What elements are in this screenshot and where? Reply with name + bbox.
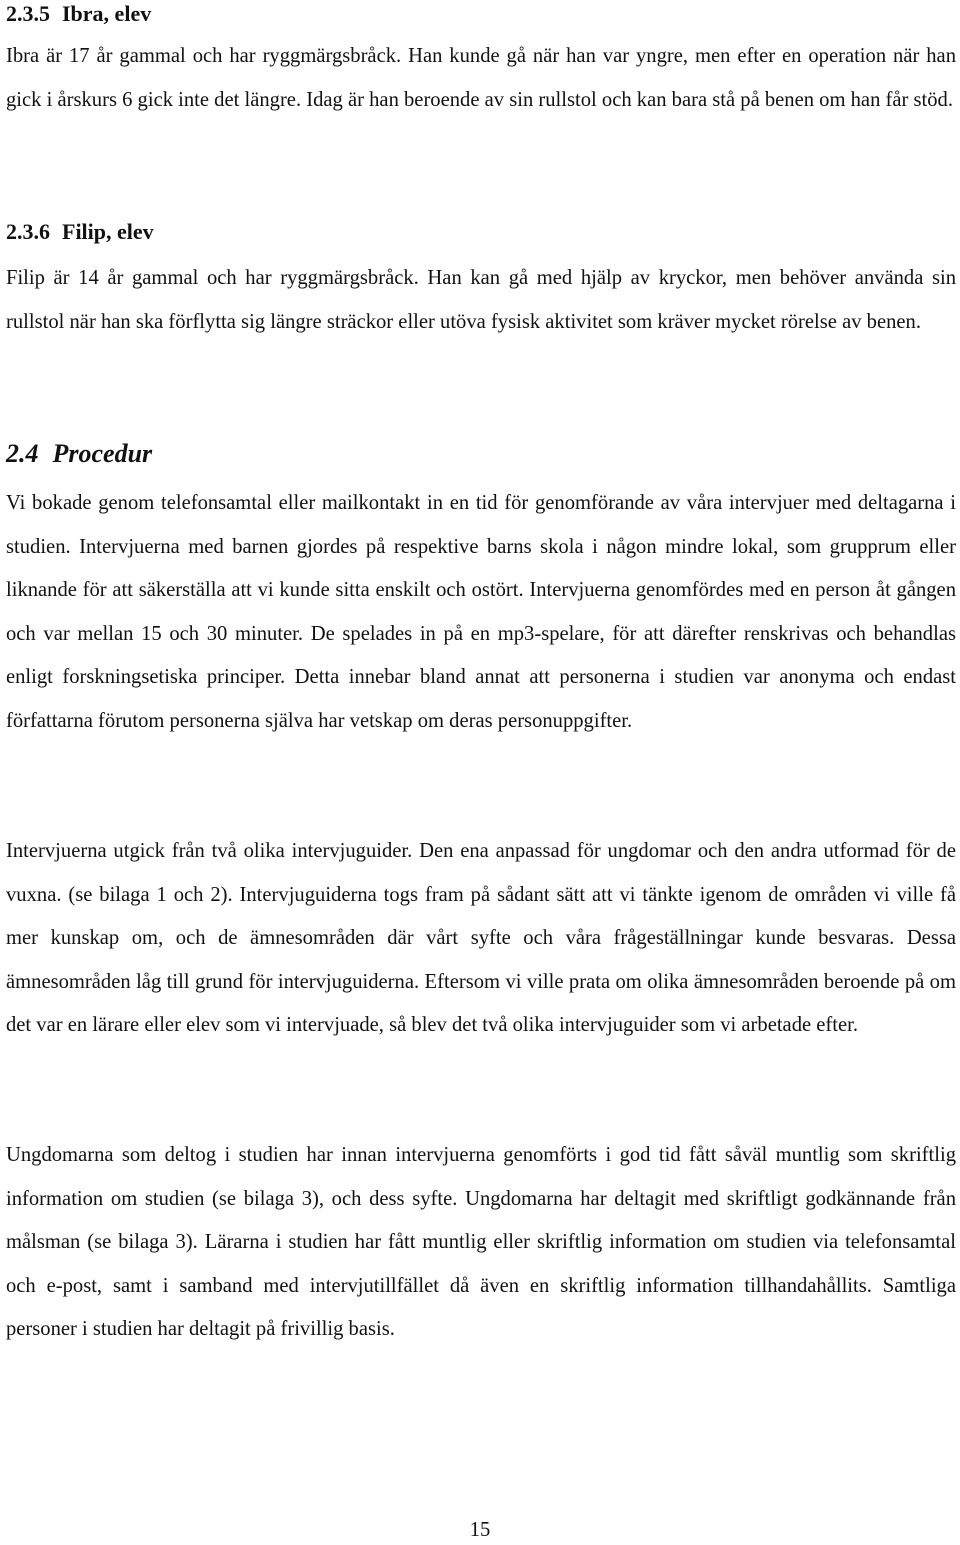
- paragraph-filip: Filip är 14 år gammal och har ryggmärgsbråck. Han kan gå med hjälp av kryckor, men behöver använda sin rullstol när han ska förflytta sig längre sträckor eller utöva fysisk aktivitet som kräver mycket rörelse av benen.: [6, 267, 956, 333]
- heading-title: Procedur: [52, 439, 153, 468]
- heading-title: Filip, elev: [62, 219, 154, 244]
- heading-title: Ibra, elev: [62, 1, 152, 26]
- page-number: 15: [469, 1519, 491, 1541]
- heading-number: 2.4: [6, 439, 39, 468]
- paragraph-ibra: Ibra är 17 år gammal och har ryggmärgsbråck. Han kunde gå när han var yngre, men efter en operation när han gick i årskurs 6 gick inte det längre. Idag är han beroende av sin rullstol och kan bara stå på benen om han får stöd.: [6, 45, 956, 111]
- heading-filip: [6, 217, 154, 247]
- heading-number: 2.3.6: [6, 219, 50, 244]
- heading-procedur: [6, 437, 152, 471]
- heading-ibra: [6, 0, 151, 29]
- heading-number: 2.3.5: [6, 1, 50, 26]
- paragraph-procedur-3: Ungdomarna som deltog i studien har innan intervjuerna genomförts i god tid fått såväl muntlig som skriftlig information om studien (se bilaga 3), och dess syfte. Ungdomarna har deltagit med skriftligt godkännande från målsman (se bilaga 3). Lärarna i studien har fått muntlig eller skriftlig information om studien via telefonsamtal och e-post, samt i samband med intervjutillfället då även en skriftlig information tillhandahållits. Samtliga personer i studien har deltagit på frivillig basis.: [6, 1144, 956, 1340]
- paragraph-procedur-1: Vi bokade genom telefonsamtal eller mailkontakt in en tid för genomförande av våra intervjuer med deltagarna i studien. Intervjuerna med barnen gjordes på respektive barns skola i någon mindre lokal, som grupprum eller liknande för att säkerställa att vi kunde sitta enskilt och ostört. Intervjuerna genomfördes med en person åt gången och var mellan 15 och 30 minuter. De spelades in på en mp3-spelare, för att därefter renskrivas och behandlas enligt forskningsetiska principer. Detta innebar bland annat att personerna i studien var anonyma och endast författarna förutom personerna själva har vetskap om deras personuppgifter.: [6, 492, 956, 732]
- paragraph-procedur-2: Intervjuerna utgick från två olika intervjuguider. Den ena anpassad för ungdomar och den andra utformad för de vuxna. (se bilaga 1 och 2). Intervjuguiderna togs fram på sådant sätt att vi tänkte igenom de områden vi ville få mer kunskap om, och de ämnesområden där vårt syfte och våra frågeställningar kunde besvaras. Dessa ämnesområden låg till grund för intervjuguiderna. Eftersom vi ville prata om olika ämnesområden beroende på om det var en lärare eller elev som vi intervjuade, så blev det två olika intervjuguider som vi arbetade efter.: [6, 840, 956, 1036]
